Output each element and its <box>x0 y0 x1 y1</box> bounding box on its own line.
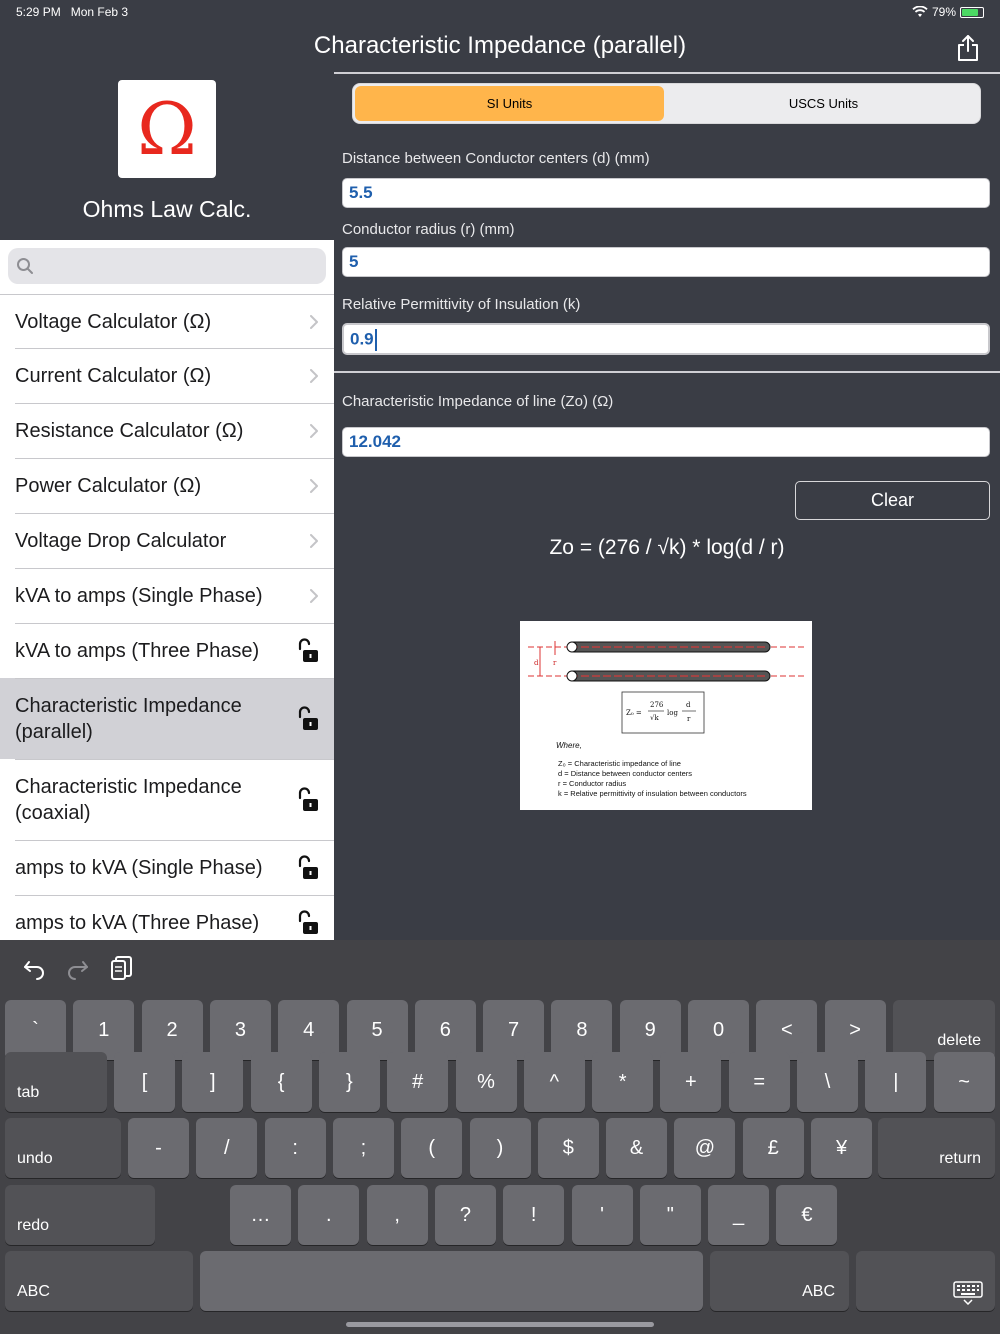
key[interactable] <box>347 1000 408 1060</box>
paste-icon[interactable] <box>110 954 134 980</box>
sidebar-item[interactable] <box>0 348 334 403</box>
clear-button[interactable]: Clear <box>795 481 990 520</box>
key[interactable] <box>640 1185 701 1245</box>
key-label: ABC <box>802 1283 835 1300</box>
key-label: € <box>801 1203 813 1226</box>
abc-key-left[interactable] <box>5 1251 193 1311</box>
sidebar-item[interactable] <box>0 895 334 940</box>
battery-icon <box>960 7 984 18</box>
unlocked-lock-icon <box>296 910 320 936</box>
status-clock: 5:29 PM <box>16 5 61 19</box>
distance-value: 5.5 <box>349 183 373 202</box>
key-label: 7 <box>508 1018 520 1041</box>
home-indicator <box>346 1322 654 1327</box>
distance-field[interactable] <box>342 178 990 208</box>
key-label: @ <box>694 1136 716 1159</box>
chevron-right-icon <box>310 589 318 603</box>
key[interactable] <box>435 1185 496 1245</box>
key[interactable] <box>73 1000 134 1060</box>
key-label: return <box>939 1150 981 1167</box>
sidebar-item[interactable] <box>0 623 334 678</box>
key-label: 0 <box>712 1018 725 1041</box>
dim-r-label: r <box>553 659 557 667</box>
key[interactable] <box>606 1118 667 1178</box>
key-label: ) <box>496 1136 504 1159</box>
key[interactable] <box>620 1000 681 1060</box>
key-label: 3 <box>234 1018 246 1041</box>
key-label: \ <box>824 1070 831 1093</box>
permittivity-value: 0.9 <box>350 329 374 349</box>
key-label: ¥ <box>835 1136 848 1159</box>
key[interactable] <box>128 1118 189 1178</box>
key-label: delete <box>937 1032 981 1049</box>
key[interactable] <box>865 1052 926 1112</box>
key-label: - <box>155 1136 162 1159</box>
chevron-right-icon <box>310 479 318 493</box>
key[interactable] <box>401 1118 462 1178</box>
units-segmented-control <box>352 83 981 124</box>
result-value: 12.042 <box>349 432 401 451</box>
key[interactable] <box>811 1118 872 1178</box>
key-label: ; <box>360 1136 367 1159</box>
radius-value: 5 <box>349 252 359 271</box>
key[interactable] <box>708 1185 769 1245</box>
key[interactable] <box>688 1000 749 1060</box>
share-icon[interactable] <box>956 34 980 62</box>
undo-icon[interactable] <box>22 954 46 980</box>
key-label: / <box>224 1136 230 1159</box>
key[interactable] <box>674 1118 735 1178</box>
key-label: : <box>292 1136 298 1159</box>
key[interactable] <box>114 1052 175 1112</box>
key[interactable] <box>538 1118 599 1178</box>
key-label: > <box>849 1018 861 1041</box>
status-bar <box>0 0 1000 24</box>
status-indicators <box>912 5 984 19</box>
keyboard-toolbar <box>0 940 1000 996</box>
key[interactable] <box>278 1000 339 1060</box>
key[interactable] <box>230 1185 291 1245</box>
si-units-segment[interactable]: SI Units <box>355 86 664 121</box>
key-label: " <box>666 1203 674 1226</box>
key-label: + <box>685 1070 697 1093</box>
key[interactable] <box>592 1052 653 1112</box>
search-input[interactable] <box>42 248 320 284</box>
key[interactable] <box>551 1000 612 1060</box>
key-label: ! <box>530 1203 537 1226</box>
sidebar-item-label: Resistance Calculator (Ω) <box>15 419 244 442</box>
key[interactable] <box>934 1052 995 1112</box>
legend-zo: Z₀ = Characteristic impedance of line <box>558 759 681 768</box>
sidebar-item-label: Voltage Drop Calculator <box>15 529 227 552</box>
legend-k: k = Relative permittivity of insulation between conductors <box>558 789 747 798</box>
chevron-right-icon <box>310 424 318 438</box>
key-label: * <box>618 1070 627 1093</box>
battery-level <box>962 9 978 16</box>
key-label: 9 <box>644 1018 656 1041</box>
key-label: _ <box>733 1203 745 1226</box>
sidebar-item[interactable] <box>0 840 334 895</box>
key[interactable] <box>142 1000 203 1060</box>
divider <box>334 72 1000 74</box>
sidebar-item[interactable] <box>0 403 334 458</box>
chevron-right-icon <box>310 534 318 548</box>
keyboard <box>0 940 1000 1334</box>
dim-d-label: d <box>534 659 539 667</box>
tab-key[interactable] <box>5 1052 107 1112</box>
key[interactable] <box>483 1000 544 1060</box>
radius-field[interactable] <box>342 247 990 277</box>
key-label: # <box>412 1070 424 1093</box>
main-content <box>334 72 1000 940</box>
key[interactable] <box>319 1052 380 1112</box>
key[interactable] <box>5 1000 66 1060</box>
sidebar-item[interactable] <box>0 513 334 568</box>
key[interactable] <box>333 1118 394 1178</box>
radius-label: Conductor radius (r) (mm) <box>342 221 515 238</box>
result-field[interactable] <box>342 427 990 457</box>
return-key[interactable] <box>878 1118 995 1178</box>
key[interactable] <box>415 1000 476 1060</box>
sidebar-item-label: Characteristic Impedance (parallel) <box>15 694 242 743</box>
key-label: < <box>780 1018 793 1041</box>
sidebar-item[interactable] <box>0 568 334 623</box>
key-label: ^ <box>549 1070 559 1093</box>
key[interactable] <box>524 1052 585 1112</box>
chevron-right-icon <box>310 369 318 383</box>
wifi-icon <box>912 6 928 18</box>
sidebar-item-label: kVA to amps (Single Phase) <box>15 584 263 607</box>
sidebar-item-label: Characteristic Impedance (coaxial) <box>15 775 242 824</box>
key-label: £ <box>767 1136 779 1159</box>
nav-bar <box>313 24 1000 72</box>
key-label: 2 <box>166 1018 178 1041</box>
search-bar[interactable] <box>8 248 326 284</box>
key[interactable] <box>456 1052 517 1112</box>
key[interactable] <box>367 1185 428 1245</box>
key-label: 8 <box>576 1018 588 1041</box>
key-label: , <box>394 1203 400 1226</box>
key-label: … <box>250 1203 271 1226</box>
key[interactable] <box>470 1118 531 1178</box>
key-label: $ <box>562 1136 574 1159</box>
key-label: = <box>753 1070 766 1093</box>
unlocked-lock-icon <box>296 638 320 664</box>
redo-icon[interactable] <box>66 954 90 980</box>
formula-log: log <box>667 709 678 717</box>
where-label: Where, <box>556 741 582 750</box>
divider <box>334 371 1000 373</box>
key-label: ] <box>210 1070 216 1093</box>
search-icon <box>16 257 34 275</box>
uscs-units-segment[interactable]: USCS Units <box>788 96 859 111</box>
app-name: Ohms Law Calc. <box>82 196 252 222</box>
key-label: ' <box>600 1203 604 1226</box>
key-label: undo <box>17 1150 53 1167</box>
app-logo <box>118 80 216 178</box>
hide-keyboard-button[interactable] <box>856 1251 995 1311</box>
permittivity-value-wrap <box>350 329 377 351</box>
sidebar <box>0 24 334 940</box>
undo-key[interactable] <box>5 1118 121 1178</box>
formula-frac-den: r <box>687 715 691 723</box>
page-title: Characteristic Impedance (parallel) <box>313 32 687 59</box>
key-label: | <box>893 1070 899 1093</box>
permittivity-field[interactable] <box>342 323 990 355</box>
formula-frac-num: d <box>686 701 691 709</box>
key-label: ~ <box>958 1070 970 1093</box>
key-label: [ <box>141 1070 148 1093</box>
status-date: Mon Feb 3 <box>70 5 129 19</box>
calculator-menu <box>0 294 334 940</box>
sidebar-item-label: amps to kVA (Single Phase) <box>15 856 263 879</box>
key-label: redo <box>17 1217 50 1234</box>
unlocked-lock-icon <box>296 787 320 813</box>
key-label: ABC <box>17 1283 50 1300</box>
key-label: & <box>629 1136 644 1159</box>
sidebar-item[interactable] <box>0 678 334 759</box>
key-label: . <box>326 1203 332 1226</box>
distance-label: Distance between Conductor centers (d) (mm) <box>342 150 650 167</box>
key[interactable] <box>251 1052 312 1112</box>
key-label: ( <box>428 1136 436 1159</box>
key[interactable] <box>503 1185 564 1245</box>
status-time <box>16 5 128 19</box>
key[interactable] <box>210 1000 271 1060</box>
chevron-right-icon <box>310 315 318 329</box>
battery-percent: 79% <box>931 5 956 19</box>
key[interactable] <box>265 1118 326 1178</box>
key[interactable] <box>387 1052 448 1112</box>
key[interactable] <box>182 1052 243 1112</box>
key-label: ? <box>459 1203 471 1226</box>
key[interactable] <box>572 1185 633 1245</box>
sidebar-item[interactable] <box>0 458 334 513</box>
conductor-diagram <box>520 621 812 810</box>
sidebar-item-label: Voltage Calculator (Ω) <box>15 310 212 333</box>
formula-den: √k <box>650 714 659 722</box>
key[interactable] <box>196 1118 257 1178</box>
key-label: 4 <box>303 1018 315 1041</box>
key[interactable] <box>660 1052 721 1112</box>
legend-r: r = Conductor radius <box>558 779 627 788</box>
key-label: } <box>346 1070 353 1093</box>
sidebar-item[interactable] <box>0 759 334 840</box>
sidebar-item-label: amps to kVA (Three Phase) <box>15 911 260 934</box>
unlocked-lock-icon <box>296 706 320 732</box>
text-caret <box>375 329 377 351</box>
key[interactable] <box>776 1185 837 1245</box>
result-label: Characteristic Impedance of line (Zo) (Ω) <box>342 393 614 410</box>
space-bar[interactable] <box>200 1251 703 1311</box>
key[interactable] <box>729 1052 790 1112</box>
formula-num: 276 <box>650 701 664 709</box>
permittivity-label: Relative Permittivity of Insulation (k) <box>342 296 581 313</box>
key-label: ` <box>32 1018 39 1041</box>
search-area <box>0 240 334 294</box>
key-label: % <box>477 1070 495 1093</box>
omega-logo-icon: Ω <box>137 87 197 171</box>
abc-key-right[interactable] <box>710 1251 849 1311</box>
key[interactable] <box>743 1118 804 1178</box>
unlocked-lock-icon <box>296 855 320 881</box>
redo-key[interactable] <box>5 1185 155 1245</box>
key[interactable] <box>825 1000 886 1060</box>
key-label: tab <box>17 1084 40 1101</box>
sidebar-item-label: Current Calculator (Ω) <box>15 364 212 387</box>
key-label: { <box>277 1070 285 1093</box>
key-label: 6 <box>439 1018 451 1041</box>
formula-diagram <box>520 621 812 810</box>
sidebar-item-label: Power Calculator (Ω) <box>15 474 202 497</box>
formula-lhs: Z₀ = <box>626 709 642 717</box>
key[interactable] <box>298 1185 359 1245</box>
sidebar-item[interactable] <box>0 294 334 348</box>
sidebar-item-label: kVA to amps (Three Phase) <box>15 639 260 662</box>
formula-text: Zo = (276 / √k) * log(d / r) <box>549 536 785 559</box>
key-label: 1 <box>98 1018 110 1041</box>
key[interactable] <box>797 1052 858 1112</box>
key[interactable] <box>756 1000 817 1060</box>
delete-key[interactable] <box>893 1000 995 1060</box>
legend-d: d = Distance between conductor centers <box>558 769 693 778</box>
keyboard-dismiss-icon <box>953 1281 983 1305</box>
key-label: 5 <box>371 1018 383 1041</box>
